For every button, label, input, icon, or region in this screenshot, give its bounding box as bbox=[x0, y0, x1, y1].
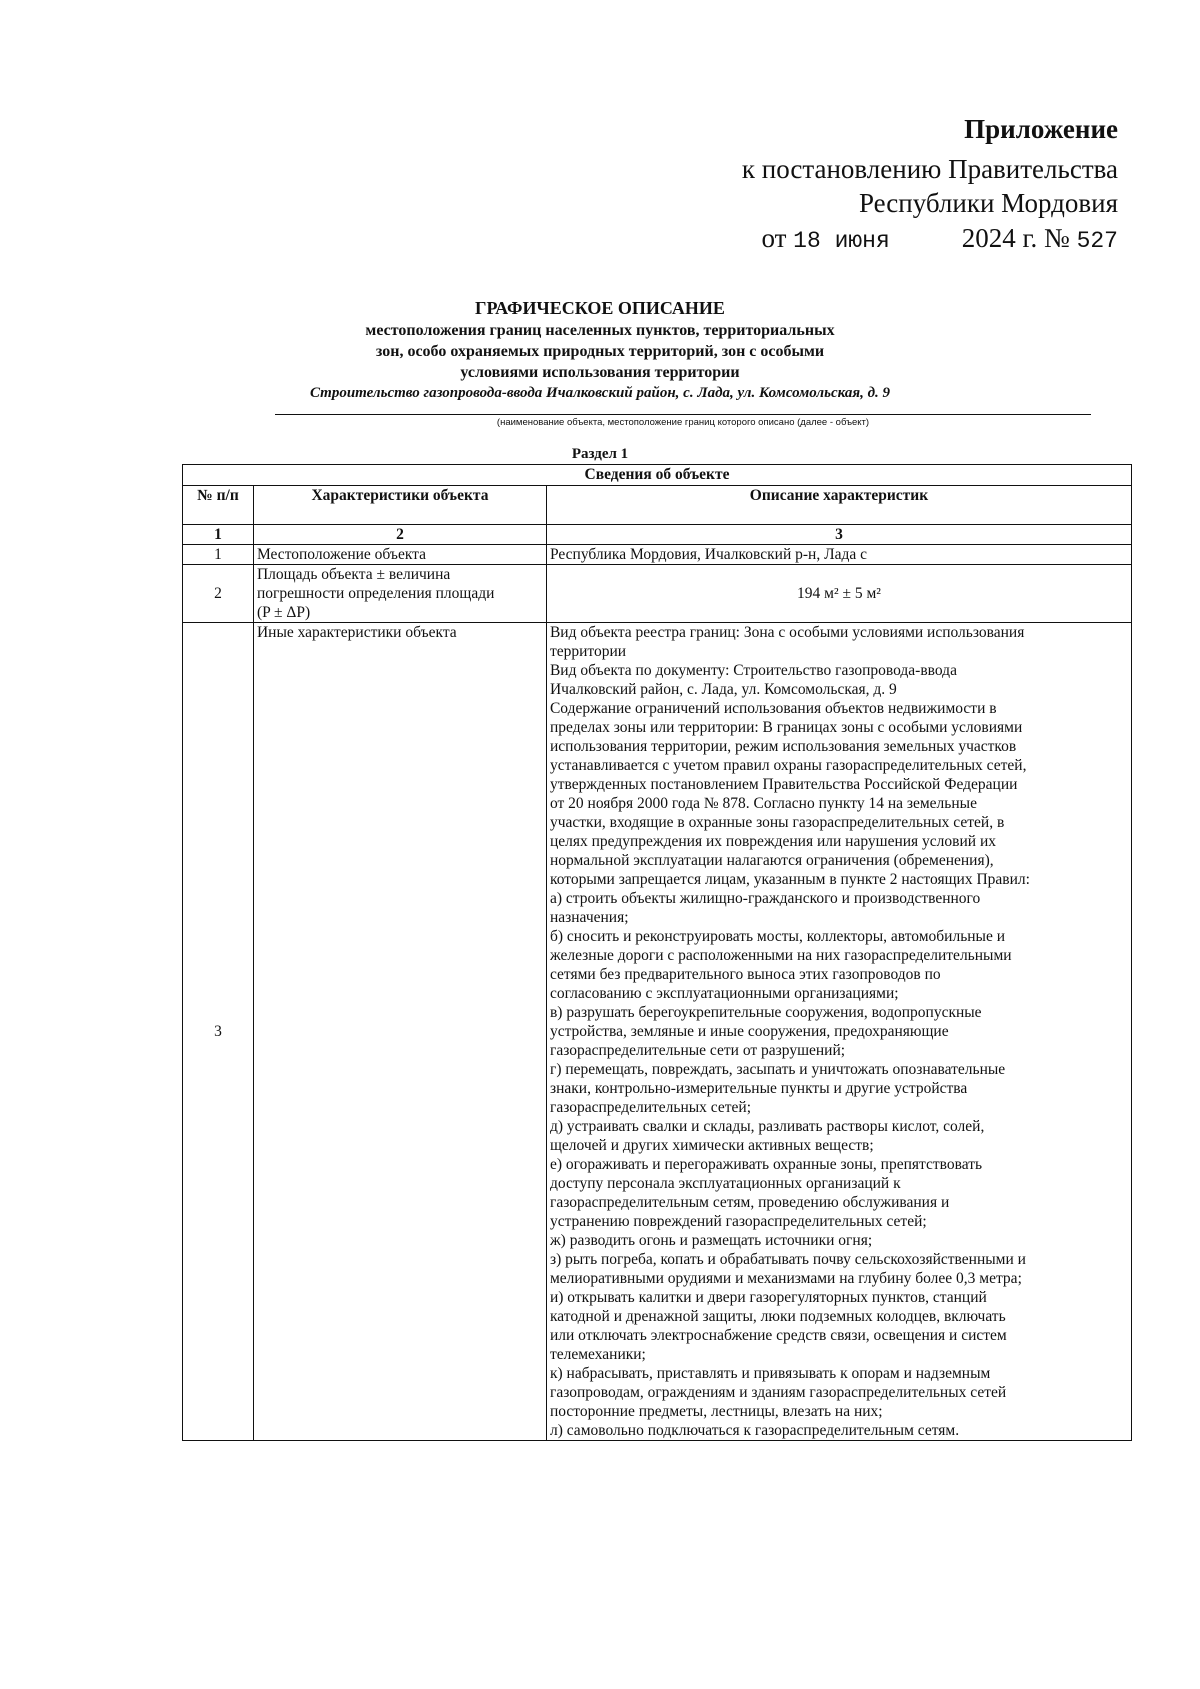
description-line: щелочей и других химически активных веществ; bbox=[549, 1137, 874, 1154]
row-name-line: Площадь объекта ± величина bbox=[256, 566, 451, 583]
table-row bbox=[183, 545, 1132, 565]
document-title: ГРАФИЧЕСКОЕ ОПИСАНИЕ bbox=[475, 298, 725, 318]
document-header bbox=[180, 296, 1020, 403]
description-line: з) рыть погреба, копать и обрабатывать почву сельскохозяйственными и bbox=[549, 1251, 1026, 1268]
date-year: 2024 г. № bbox=[961, 223, 1070, 253]
description-line: газопроводам, ограждениям и зданиям газораспределительных сетей bbox=[549, 1384, 1007, 1401]
description-line: Вид объекта по документу: Строительство газопровода-ввода bbox=[549, 662, 957, 679]
row-number: 3 bbox=[183, 623, 254, 1441]
description-line: назначения; bbox=[549, 909, 629, 926]
description-line: целях предупреждения их повреждения или нарушения условий их bbox=[549, 833, 996, 850]
description-line: утвержденных постановлением Правительства Российской Федерации bbox=[549, 776, 1018, 793]
document-number: 527 bbox=[1076, 228, 1118, 254]
appendix-block bbox=[558, 112, 1118, 258]
description-line: доступу персонала эксплуатационных организаций к bbox=[549, 1175, 901, 1192]
description-line: участки, входящие в охранные зоны газораспределительных сетей, в bbox=[549, 814, 1005, 831]
column-number: 2 bbox=[253, 525, 546, 545]
description-line: устранению повреждений газораспределительных сетей; bbox=[549, 1213, 927, 1230]
description-line: мелиоративными орудиями и механизмами на глубину более 0,3 метра; bbox=[549, 1270, 1022, 1287]
table-caption: Сведения об объекте bbox=[183, 465, 1132, 486]
column-number: 1 bbox=[183, 525, 254, 545]
description-line: или отключать электроснабжение средств связи, освещения и систем bbox=[549, 1327, 1007, 1344]
object-info-table bbox=[182, 464, 1132, 1441]
header-line-1: местоположения границ населенных пунктов, территориальных bbox=[365, 322, 835, 339]
row-name: Иные характеристики объекта bbox=[253, 623, 546, 1441]
description-line: д) устраивать свалки и склады, разливать растворы кислот, солей, bbox=[549, 1118, 985, 1135]
appendix-title: Приложение bbox=[964, 114, 1118, 144]
appendix-line-2: Республики Мордовия bbox=[858, 188, 1118, 218]
description-line: использования территории, режим использования земельных участков bbox=[549, 738, 1017, 755]
description-line: устройства, земляные и иные сооружения, предохраняющие bbox=[549, 1023, 949, 1040]
description-line: железные дороги с расположенными на них газораспределительными bbox=[549, 947, 1012, 964]
header-line-2: зон, особо охраняемых природных территорий, зон с особыми bbox=[375, 343, 825, 360]
description-line: посторонние предметы, лестницы, влезать на них; bbox=[549, 1403, 883, 1420]
column-number-row bbox=[183, 525, 1132, 545]
description-line: е) огораживать и перегораживать охранные зоны, препятствовать bbox=[549, 1156, 983, 1173]
table-caption-row bbox=[183, 465, 1132, 486]
table-row bbox=[183, 565, 1132, 623]
row-name-line: погрешности определения площади bbox=[256, 585, 495, 602]
table-header-row bbox=[183, 486, 1132, 525]
description-line: а) строить объекты жилищно-гражданского и производственного bbox=[549, 890, 981, 907]
description-line: газораспределительных сетей; bbox=[549, 1099, 752, 1116]
description-line: устанавливается с учетом правил охраны газораспределительных сетей, bbox=[549, 757, 1027, 774]
description-line: которыми запрещается лицам, указанным в пункте 2 настоящих Правил: bbox=[549, 871, 1030, 888]
description-line: согласованию с эксплуатационными организациями; bbox=[549, 985, 899, 1002]
date-day: 18 июня bbox=[793, 228, 890, 254]
description-line: пределах зоны или территории: В границах зоны с особыми условиями bbox=[549, 719, 1023, 736]
header-number: № п/п bbox=[183, 486, 254, 525]
row-value bbox=[546, 623, 1131, 1441]
date-prefix: от bbox=[761, 223, 787, 253]
description-line: знаки, контрольно-измерительные пункты и другие устройства bbox=[549, 1080, 968, 1097]
object-name: Строительство газопровода-ввода Ичалковский район, с. Лада, ул. Комсомольская, д. 9 bbox=[309, 385, 891, 401]
description-line: территории bbox=[549, 643, 627, 660]
description-line: л) самовольно подключаться к газораспределительным сетям. bbox=[549, 1422, 960, 1439]
appendix-date bbox=[558, 221, 1118, 258]
object-note: (наименование объекта, местоположение границ которого описано (далее - объект) bbox=[496, 417, 870, 428]
description-line: г) перемещать, повреждать, засыпать и уничтожать опознавательные bbox=[549, 1061, 1006, 1078]
description-line: и) открывать калитки и двери газорегуляторных пунктов, станций bbox=[549, 1289, 987, 1306]
section-label: Раздел 1 bbox=[571, 446, 629, 462]
description-line: катодной и дренажной защиты, люки подземных колодцев, включать bbox=[549, 1308, 1006, 1325]
description-line: Вид объекта реестра границ: Зона с особыми условиями использования bbox=[549, 624, 1025, 641]
description-line: нормальной эксплуатации налагаются ограничения (обременения), bbox=[549, 852, 994, 869]
description-line: газораспределительным сетям, проведению обслуживания и bbox=[549, 1194, 950, 1211]
description-line: газораспределительные сети от разрушений; bbox=[549, 1042, 846, 1059]
row-number: 1 bbox=[183, 545, 254, 565]
row-value: Республика Мордовия, Ичалковский р-н, Лада с bbox=[546, 545, 1131, 565]
appendix-line-1: к постановлению Правительства bbox=[741, 154, 1118, 184]
description-line: сетями без предварительного выноса этих газопроводов по bbox=[549, 966, 941, 983]
row-number: 2 bbox=[183, 565, 254, 623]
description-line: телемеханики; bbox=[549, 1346, 646, 1363]
object-underline bbox=[275, 414, 1091, 415]
header-line-3: условиями использования территории bbox=[460, 364, 740, 381]
description-line: Содержание ограничений использования объектов недвижимости в bbox=[549, 700, 997, 717]
header-description: Описание характеристик bbox=[546, 486, 1131, 525]
row-name-line: (P ± ΔP) bbox=[256, 604, 311, 621]
row-name: Местоположение объекта bbox=[253, 545, 546, 565]
description-line: от 20 ноября 2000 года № 878. Согласно пункту 14 на земельные bbox=[549, 795, 977, 812]
row-value: 194 м² ± 5 м² bbox=[546, 565, 1131, 623]
table-row bbox=[183, 623, 1132, 1441]
header-characteristic: Характеристики объекта bbox=[253, 486, 546, 525]
column-number: 3 bbox=[546, 525, 1131, 545]
row-name bbox=[253, 565, 546, 623]
description-line: б) сносить и реконструировать мосты, коллекторы, автомобильные и bbox=[549, 928, 1006, 945]
description-line: в) разрушать берегоукрепительные сооружения, водопропускные bbox=[549, 1004, 982, 1021]
description-line: ж) разводить огонь и размещать источники огня; bbox=[549, 1232, 873, 1249]
description-line: Ичалковский район, с. Лада, ул. Комсомольская, д. 9 bbox=[549, 681, 897, 698]
description-line: к) набрасывать, приставлять и привязывать к опорам и надземным bbox=[549, 1365, 991, 1382]
